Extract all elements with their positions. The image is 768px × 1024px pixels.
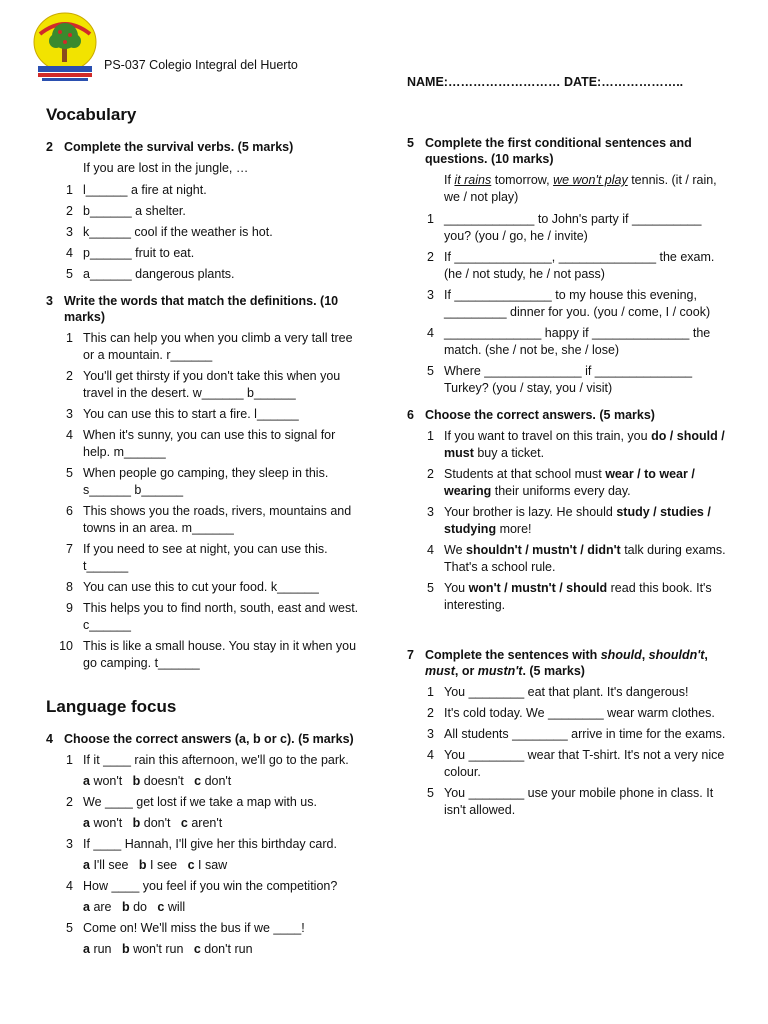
list-item: 4 ______________ happy if ______________ the match. (she / not be, she / lose) [427,326,711,357]
list-item: 8 You can use this to cut your food. k______ [66,580,319,594]
list-item: 3 If ____ Hannah, I'll give her this birthday card. [66,837,337,851]
list-item: 1 This can help you when you climb a very tall tree or a mountain. r______ [66,331,353,362]
answer-options: a I'll see b I see c I saw [83,858,228,872]
list-item: 1 If you want to travel on this train, you do / should / must buy a ticket. [427,429,725,460]
list-item: 9 This helps you to find north, south, east and west. c______ [66,601,359,632]
list-item: 2 b______ a shelter. [66,204,186,218]
list-item: 4 How ____ you feel if you win the competition? [66,879,338,893]
list-item: 2 We ____ get lost if we take a map with us. [66,795,317,809]
list-item: 2 If ______________, ______________ the exam. (he / not study, he / not pass) [427,250,715,281]
list-item: 3 Your brother is lazy. He should study / studies / studying more! [427,505,711,536]
list-item: 5 You won't / mustn't / should read this book. It's interesting. [427,581,712,612]
answer-options: a won't b don't c aren't [83,816,223,830]
list-item: 2 Students at that school must wear / to wear / wearing their uniforms every day. [427,467,695,498]
list-item: 6 This shows you the roads, rivers, mountains and towns in an area. m______ [66,504,352,535]
list-item: 5 Come on! We'll miss the bus if we ____! [66,921,305,935]
list-item: 1 _____________ to John's party if __________ you? (you / go, he / invite) [427,212,702,243]
language-focus-title: Language focus [46,697,177,716]
list-item: 5 a______ dangerous plants. [66,267,235,281]
question-2-intro: If you are lost in the jungle, … [83,161,249,175]
question-3 [46,293,361,676]
question-3-heading: 3 Write the words that match the definitions. (10 marks) [46,294,339,324]
list-item: 1 If it ____ rain this afternoon, we'll go to the park. [66,753,349,767]
question-6-heading: 6 Choose the correct answers. (5 marks) [407,408,655,422]
school-crest-icon [32,12,98,84]
list-item: 10 This is like a small house. You stay in it when you go camping. t______ [59,639,357,670]
question-6 [407,407,732,618]
question-5-example: If it rains tomorrow, we won't play tennis. (it / rain, we / not play) [444,173,717,204]
list-item: 2 It's cold today. We ________ wear warm clothes. [427,706,715,720]
question-7-heading: 7 Complete the sentences with should, shouldn't, must, or mustn't. (5 marks) [407,648,708,678]
list-item: 5 When people go camping, they sleep in this. s______ b______ [66,466,329,497]
list-item: 1 You ________ eat that plant. It's dangerous! [427,685,689,699]
list-item: 3 All students ________ arrive in time for the exams. [427,727,726,741]
list-item: 5 You ________ use your mobile phone in class. It isn't allowed. [427,786,714,817]
list-item: 4 p______ fruit to eat. [66,246,195,260]
list-item: 3 k______ cool if the weather is hot. [66,225,273,239]
list-item: 3 You can use this to start a fire. l______ [66,407,299,421]
answer-options: a are b do c will [83,900,186,914]
list-item: 2 You'll get thirsty if you don't take this when you travel in the desert. w______ b______ [66,369,341,400]
question-4-heading: 4 Choose the correct answers (a, b or c). (5 marks) [46,732,354,746]
question-5 [407,135,732,401]
list-item: 3 If ______________ to my house this evening, _________ dinner for you. (you / come, I / cook) [427,288,711,319]
list-item: 4 We shouldn't / mustn't / didn't talk during exams. That's a school rule. [427,543,726,574]
question-2-heading: 2 Complete the survival verbs. (5 marks) [46,140,294,154]
list-item: 1 l______ a fire at night. [66,183,207,197]
answer-options: a won't b doesn't c don't [83,774,232,788]
list-item: 4 You ________ wear that T-shirt. It's not a very nice colour. [427,748,725,779]
list-item: 5 Where ______________ if ______________ Turkey? (you / stay, you / visit) [427,364,693,395]
question-5-heading: 5 Complete the first conditional sentences and questions. (10 marks) [407,136,692,166]
vocabulary-title: Vocabulary [46,105,137,124]
answer-options: a run b won't run c don't run [83,942,253,956]
question-4 [46,731,376,962]
name-date-line: NAME:……………………… DATE:……………….. [407,75,684,89]
question-2 [46,139,376,287]
question-7 [407,647,732,823]
list-item: 4 When it's sunny, you can use this to signal for help. m______ [66,428,336,459]
school-name: PS-037 Colegio Integral del Huerto [104,58,298,72]
list-item: 7 If you need to see at night, you can use this. t______ [66,542,328,573]
